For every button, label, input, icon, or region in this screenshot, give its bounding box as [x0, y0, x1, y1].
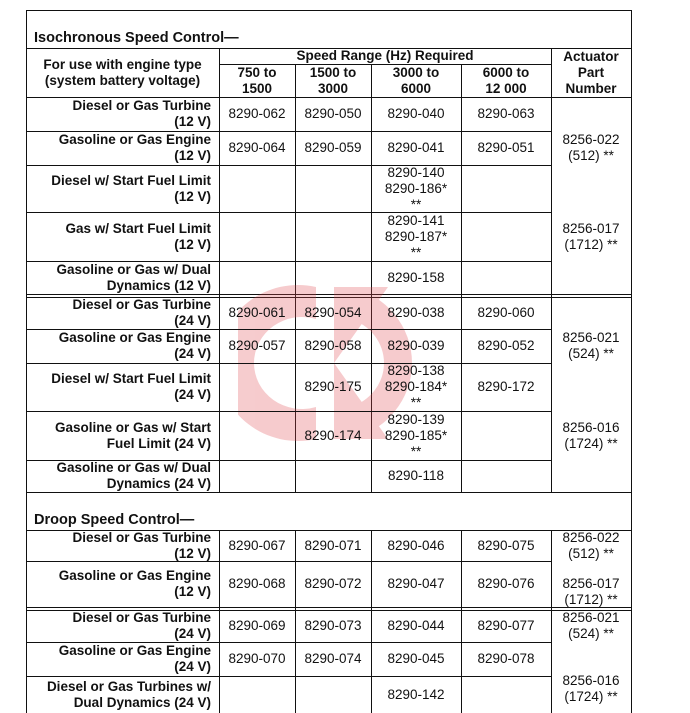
part-number-cell — [461, 460, 551, 492]
part-number-cell: 8290-069 — [228, 618, 286, 633]
rule — [26, 294, 631, 295]
part-number-cell: 8290-050 — [304, 106, 362, 121]
part-number-cell: 8290-118 — [387, 468, 445, 483]
part-number-cell: 8290-052 — [477, 338, 535, 353]
part-number-cell: 8290-044 — [387, 618, 445, 633]
part-number-cell — [219, 411, 295, 460]
part-number-cell — [219, 676, 295, 713]
range-header-4: 6000 to 12 000 — [482, 64, 530, 96]
actuator-part-cell: 8256-016 (1724) ** — [562, 673, 620, 704]
part-number-cell — [295, 676, 371, 713]
part-number-cell: 8290-158 — [387, 269, 445, 285]
part-number-cell: 8290-041 — [387, 140, 445, 155]
part-number-cell: 8290-067 — [228, 537, 286, 553]
part-number-cell: 8290-142 — [387, 686, 445, 702]
part-number-cell: 8290-061 — [228, 305, 286, 320]
engine-type-cell: Diesel or Gas Turbines w/ Dual Dynamics (24 V) — [46, 678, 211, 710]
engine-type-cell: Gasoline or Gas Engine (12 V) — [58, 568, 211, 599]
part-number-cell: 8290-058 — [304, 338, 362, 353]
actuator-part-cell: 8256-017 (1712) ** — [562, 220, 620, 252]
part-number-cell — [461, 411, 551, 460]
engine-type-cell: Diesel or Gas Turbine (12 V) — [72, 98, 211, 129]
part-number-cell: 8290-140 8290-186* ** — [384, 164, 448, 212]
actuator-part-cell: 8256-017 (1712) ** — [562, 575, 620, 607]
engine-type-cell: Diesel or Gas Turbine (24 V) — [72, 610, 211, 641]
part-number-cell: 8290-071 — [304, 537, 362, 553]
range-header-1: 750 to 1500 — [237, 64, 277, 96]
rule — [26, 492, 631, 493]
part-number-cell — [219, 165, 295, 212]
part-number-cell: 8290-046 — [387, 537, 445, 553]
rule — [26, 607, 631, 608]
part-number-cell: 8290-175 — [304, 379, 362, 394]
section-title-droop: Droop Speed Control— — [34, 512, 195, 528]
part-number-cell: 8290-045 — [387, 651, 445, 666]
part-number-cell: 8290-070 — [228, 651, 286, 666]
part-number-cell — [461, 676, 551, 713]
engine-type-cell: Diesel w/ Start Fuel Limit (24 V) — [51, 371, 211, 402]
part-number-cell: 8290-075 — [477, 537, 535, 553]
part-number-cell: 8290-054 — [304, 305, 362, 320]
engine-type-cell: Gasoline or Gas Engine (24 V) — [58, 330, 211, 361]
part-number-cell: 8290-172 — [477, 379, 535, 394]
range-header-3: 3000 to 6000 — [392, 64, 440, 96]
frame-top — [26, 10, 631, 11]
engine-type-cell: Diesel w/ Start Fuel Limit (12 V) — [51, 172, 211, 204]
part-number-cell: 8290-174 — [304, 427, 362, 443]
part-number-cell — [461, 212, 551, 261]
part-number-cell: 8290-040 — [387, 106, 445, 121]
engine-type-cell: Gasoline or Gas w/ Start Fuel Limit (24 V) — [54, 419, 211, 451]
part-number-cell: 8290-073 — [304, 618, 362, 633]
speed-range-header: Speed Range (Hz) Required — [296, 48, 474, 63]
part-number-cell — [295, 212, 371, 261]
part-number-cell: 8290-059 — [304, 140, 362, 155]
frame-right — [631, 10, 632, 713]
part-number-cell: 8290-057 — [228, 338, 286, 353]
engine-type-cell: Gasoline or Gas w/ Dual Dynamics (24 V) — [56, 460, 211, 491]
engine-type-cell: Diesel or Gas Turbine (24 V) — [72, 297, 211, 328]
actuator-part-cell: 8256-022 (512) ** — [562, 529, 620, 561]
part-number-cell — [219, 212, 295, 261]
engine-type-cell: Gas w/ Start Fuel Limit (12 V) — [65, 220, 211, 252]
engine-type-cell: Gasoline or Gas Engine (12 V) — [58, 132, 211, 163]
actuator-part-cell: 8256-016 (1724) ** — [562, 419, 620, 451]
part-number-cell: 8290-060 — [477, 305, 535, 320]
part-number-cell: 8290-138 8290-184* ** — [384, 363, 448, 410]
part-number-cell — [461, 261, 551, 294]
engine-type-header: For use with engine type (system battery voltage) — [43, 56, 202, 88]
part-number-cell — [295, 165, 371, 212]
actuator-header: Actuator Part Number — [563, 48, 619, 96]
engine-type-cell: Gasoline or Gas Engine (24 V) — [58, 643, 211, 674]
actuator-part-cell: 8256-021 (524) ** — [562, 610, 620, 641]
part-number-cell — [295, 261, 371, 294]
part-number-cell: 8290-072 — [304, 576, 362, 591]
part-number-cell: 8290-062 — [228, 106, 286, 121]
actuator-part-cell: 8256-021 (524) ** — [562, 330, 620, 361]
range-header-2: 1500 to 3000 — [309, 64, 357, 96]
part-number-cell: 8290-051 — [477, 140, 535, 155]
part-number-cell — [295, 460, 371, 492]
engine-type-cell: Diesel or Gas Turbine (12 V) — [72, 529, 211, 561]
part-number-cell: 8290-077 — [477, 618, 535, 633]
engine-type-cell: Gasoline or Gas w/ Dual Dynamics (12 V) — [56, 261, 211, 293]
part-number-cell: 8290-039 — [387, 338, 445, 353]
actuator-part-cell: 8256-022 (512) ** — [562, 132, 620, 163]
part-number-cell — [219, 363, 295, 411]
part-number-cell: 8290-068 — [228, 576, 286, 591]
part-number-cell: 8290-038 — [387, 305, 445, 320]
part-number-cell — [219, 261, 295, 294]
part-number-cell — [219, 460, 295, 492]
part-number-cell: 8290-047 — [387, 576, 445, 591]
part-number-cell: 8290-078 — [477, 651, 535, 666]
part-number-cell: 8290-139 8290-185* ** — [384, 411, 448, 459]
part-number-cell: 8290-141 8290-187* ** — [384, 212, 448, 260]
part-number-cell: 8290-074 — [304, 651, 362, 666]
part-number-cell: 8290-064 — [228, 140, 286, 155]
part-number-cell — [461, 165, 551, 212]
section-title-isochronous: Isochronous Speed Control— — [34, 30, 239, 46]
part-number-cell: 8290-063 — [477, 106, 535, 121]
part-number-cell: 8290-076 — [477, 576, 535, 591]
